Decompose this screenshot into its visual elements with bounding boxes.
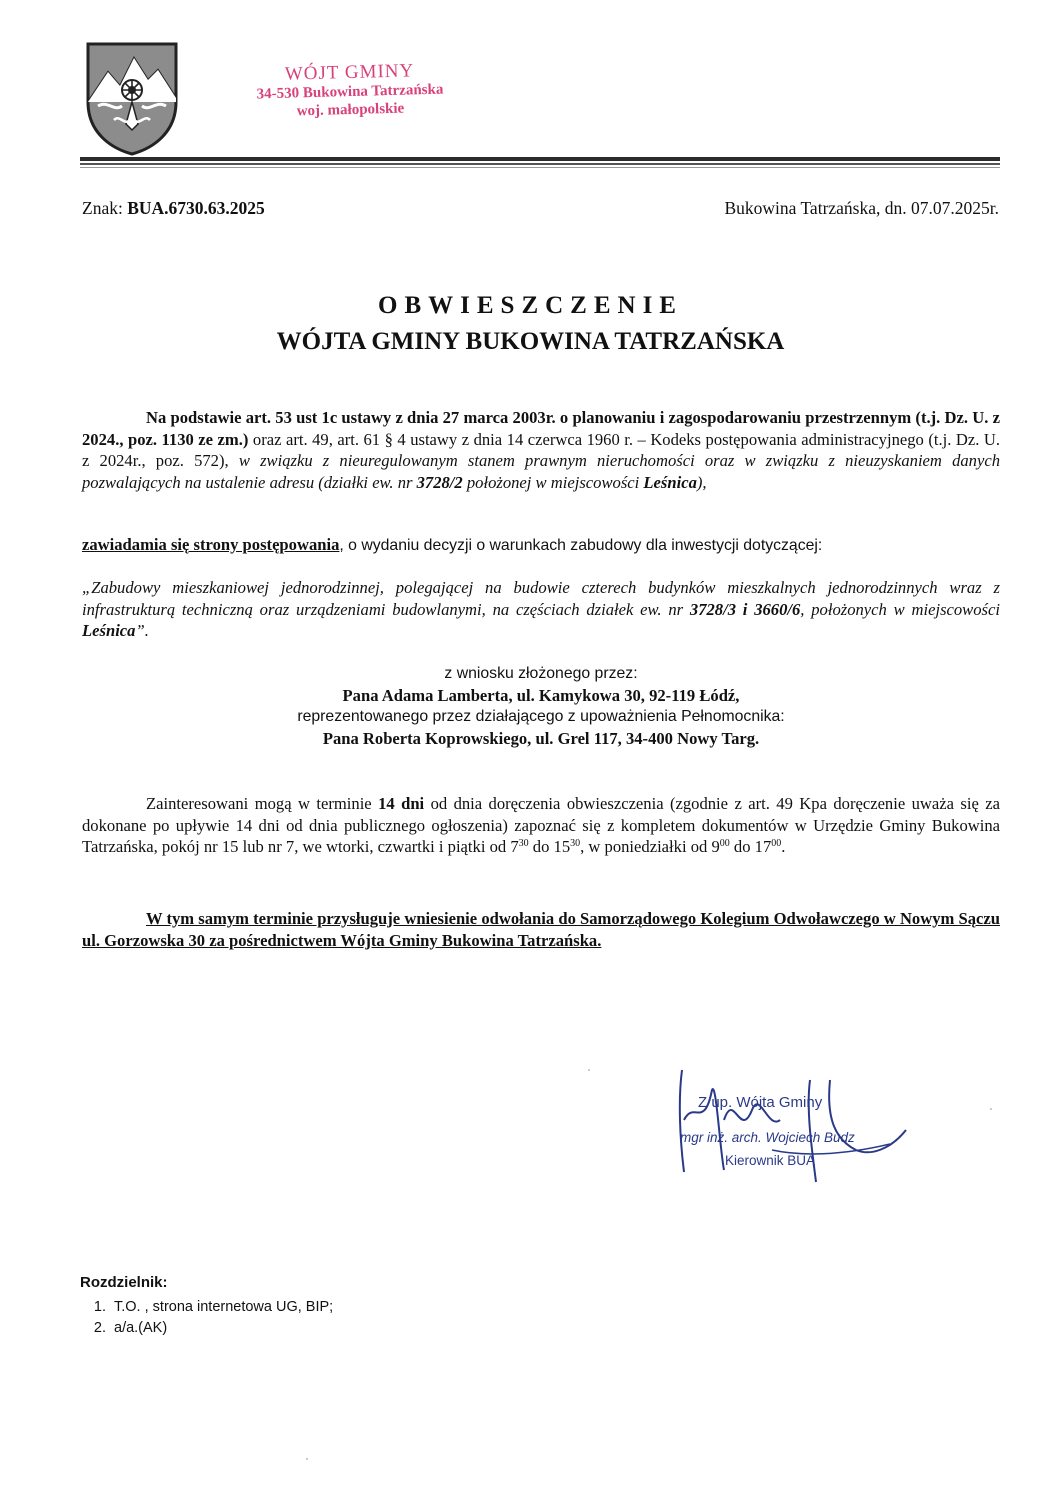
notification-bold: zawiadamia się strony postępowania bbox=[82, 535, 340, 554]
list-item bbox=[80, 1318, 333, 1339]
investment-end: ”. bbox=[135, 621, 149, 640]
notification-paragraph bbox=[82, 534, 1000, 557]
distribution-list bbox=[80, 1297, 333, 1339]
reference-number bbox=[82, 198, 265, 219]
investment-text-2: , położonych w miejscowości bbox=[800, 599, 1000, 619]
legal-basis-paragraph bbox=[82, 407, 1000, 493]
notification-text: , o wydaniu decyzji o warunkach zabudowy dla inwestycji dotyczącej: bbox=[339, 537, 823, 554]
scan-speck bbox=[990, 1108, 992, 1110]
legal-basis-text: oraz art. 49, art. 61 § 4 ustawy z dnia 14 czerwca 1960 r. – Kodeks postępowania administracyjnego (t.j. Dz. U. z 2024r., poz. 572), bbox=[82, 429, 1001, 470]
appeal-paragraph: W tym samym terminie przysługuje wniesienie odwołania do Samorządowego Kolegium Odwoławczego w Nowym Sączu ul. Gorzowska 30 za pośrednictwem Wójta Gminy Bukowina Tatrzańska. bbox=[82, 909, 1000, 950]
stamp-line-2: 34-530 Bukowina Tatrzańska bbox=[256, 81, 444, 103]
header-divider bbox=[80, 157, 1000, 161]
office-stamp bbox=[229, 59, 470, 123]
legal-basis-italic: w związku z nieuregulowanym stanem prawnym nieruchomości oraz w związku z nieuzyskaniem danych pozwalających na ustalenie adresu (działki ew. nr bbox=[82, 451, 1000, 492]
stamp-line-1: WÓJT GMINY bbox=[284, 60, 415, 85]
list-item-number: 1. bbox=[93, 1299, 106, 1315]
stamp-line-3: woj. małopolskie bbox=[296, 100, 405, 120]
header-divider-2 bbox=[80, 163, 1000, 165]
time-sup-3: 00 bbox=[719, 838, 730, 849]
representative-intro: reprezentowanego przez działającego z upoważnienia Pełnomocnika: bbox=[297, 708, 785, 725]
time-sup-1: 30 bbox=[518, 838, 529, 849]
inspection-text-4: , w poniedziałki od 9 bbox=[580, 837, 720, 856]
inspection-text: Zainteresowani mogą w terminie bbox=[146, 794, 379, 813]
place-and-date: Bukowina Tatrzańska, dn. 07.07.2025r. bbox=[724, 198, 999, 218]
scan-speck bbox=[588, 1069, 590, 1071]
locality-name: Leśnica bbox=[643, 472, 697, 492]
representative-name: Pana Roberta Koprowskiego, ul. Grel 117, 34-400 Nowy Targ. bbox=[322, 728, 760, 748]
scan-speck bbox=[306, 1458, 308, 1460]
document-subtitle: WÓJTA GMINY BUKOWINA TATRZAŃSKA bbox=[276, 328, 785, 355]
time-sup-4: 00 bbox=[771, 838, 782, 849]
applicant-name: Pana Adama Lamberta, ul. Kamykowa 30, 92-119 Łódź, bbox=[342, 685, 740, 705]
applicant-block bbox=[82, 663, 1000, 749]
deadline-days: 14 dni bbox=[378, 794, 425, 813]
inspection-text-5: do 17 bbox=[729, 837, 772, 856]
parcel-number: 3728/2 bbox=[416, 472, 463, 492]
investment-parcels: 3728/3 i 3660/6 bbox=[689, 599, 801, 619]
list-item bbox=[80, 1297, 333, 1318]
signature-line-3: Kierownik BUA bbox=[725, 1153, 816, 1168]
document-title: OBWIESZCZENIE bbox=[378, 292, 683, 319]
legal-basis-bold: Na podstawie art. 53 ust 1c ustawy z dnia 27 marca 2003r. o planowaniu i zagospodarowaniu przestrzennym (t.j. Dz. U. z 2024., poz. 1130 ze zm.) bbox=[82, 408, 1000, 449]
inspection-text-2: od dnia doręczenia obwieszczenia (zgodnie z art. 49 Kpa doręczenie uważa się za dokonane po upływie 14 dni od dnia publicznego ogłoszenia) zapoznać się z kompletem dokumentów w Urzędzie Gminy Bukowina Tatrzańska, pokój nr 15 lub nr 7, we wtorki, czwartki i piątki od 7 bbox=[82, 794, 1000, 856]
signature-line-1: Z up. Wójta Gminy bbox=[698, 1094, 823, 1111]
list-item-text: a/a.(AK) bbox=[114, 1320, 168, 1336]
list-item-number: 2. bbox=[93, 1320, 106, 1336]
investment-text: „Zabudowy mieszkaniowej jednorodzinnej, polegającej na budowie czterech budynków mieszkalnych jednorodzinnych wraz z infrastrukturą techniczną oraz urządzeniami budowlanymi, na częściach działek ew. nr bbox=[82, 578, 1000, 619]
legal-basis-italic-2: położonej w miejscowości bbox=[462, 472, 644, 492]
header-divider-3 bbox=[80, 167, 1000, 168]
inspection-text-3: do 15 bbox=[528, 837, 571, 856]
inspection-paragraph bbox=[82, 793, 1000, 858]
list-item-text: T.O. , strona internetowa UG, BIP; bbox=[114, 1299, 334, 1315]
legal-basis-end: ), bbox=[696, 472, 707, 492]
reference-value: BUA.6730.63.2025 bbox=[127, 198, 265, 218]
investment-description bbox=[82, 577, 1000, 642]
investment-locality: Leśnica bbox=[82, 621, 136, 640]
applicant-intro: z wniosku złożonego przez: bbox=[444, 665, 638, 682]
gmina-coat-of-arms-icon bbox=[84, 40, 180, 156]
reference-label: Znak: bbox=[82, 198, 123, 218]
time-sup-2: 30 bbox=[570, 838, 581, 849]
distribution-heading: Rozdzielnik: bbox=[80, 1274, 168, 1291]
inspection-end: . bbox=[781, 837, 786, 856]
signature-line-2: mgr inż. arch. Wojciech Budz bbox=[680, 1130, 855, 1145]
